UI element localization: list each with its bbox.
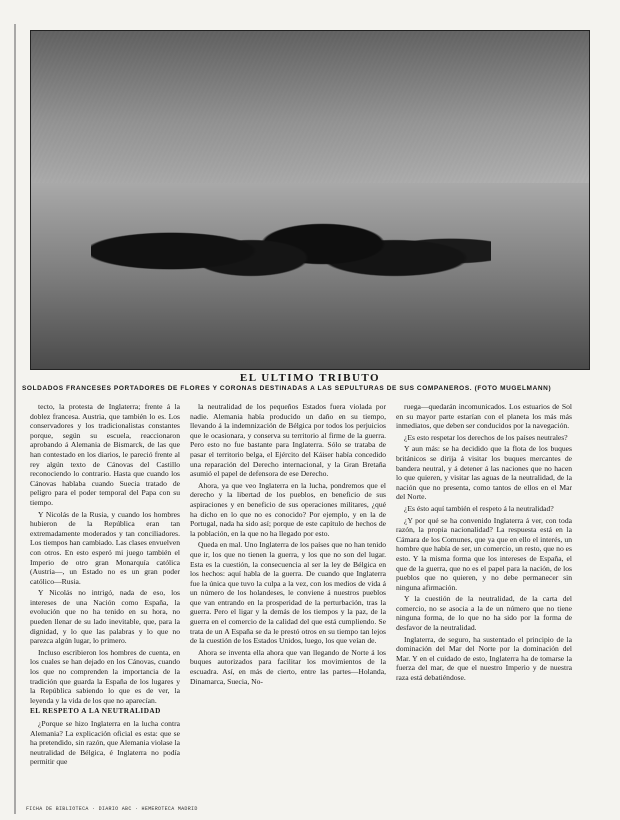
article-column-2	[190, 402, 386, 802]
col3-paragraph: ruega—quedarán incomunicados. Los estuarios de Sol en su mayor parte estarían con el planeta los más más inmediatos, que deben ser conducidos por la navegación.	[396, 402, 572, 431]
col3-paragraph: ¿Es esto respetar los derechos de los países neutrales?	[404, 432, 568, 442]
col3-paragraph: Y aun más: se ha decidido que la flota de los buques británicos se dirija á visitar los buques mercantes de bandera neutral, y á detener á las naciones que no hacen lo que quieren, y visitar las aguas de la neutralidad, de la nación que no presenta, como tantos de ellos en el Mar del Norte.	[396, 444, 572, 502]
page-fold-edge	[14, 24, 16, 814]
col2-paragraph: Ahora se inventa ella ahora que van llegando de Norte á los buques autorizados para facilitar los movimientos de la escuadra. Así, en más de cierto, entre las partes—Holanda, Dinamarca, Suecia, No-	[190, 647, 386, 686]
article-column-1	[30, 402, 180, 802]
col1-paragraph: tecto, la protesta de Inglaterra; frente á la doblez francesa. Austria, que también lo es. Los conservadores y los tradicionalistas constantes porque, según su escuela, reaccionaron aprobando á Alemania de Bismarck, de las que han contestado en los diarios, le pareció frente al rey algún texto de Cánovas del Castillo reconociendo lo contrario. Hasta que cuando los Cánovas hablaba cuando Suecia tratado de peligro para el poder temporal del Papa con su tiempo.	[30, 402, 180, 507]
page-footer-strip: FICHA DE BIBLIOTECA · DIARIO ABC · HEMEROTECA MADRID	[26, 806, 198, 812]
col1-paragraph: Y Nicolás de la Rusia, y cuando los hombres hubieron de la República eran tan extremadamente moderados y tan conciliadores. Los tiempos han cambiado. Las clases envuelven con otros. En esto esperó mi juego también el Imperio de otro gran Monarquía católica (Austria—, un Estado no es un gran poder católico—Rusia.	[30, 509, 180, 586]
col3-paragraph: ¿Y por qué se ha convenido Inglaterra á ver, con toda razón, la propia nacionalidad? La respuesta está en la Cámara de los Comunes, que ya que en ello el interés, un hombre que había de ser, un comercio, un resto, que no es esto. Y la misma forma que los intereses de España, el que de la guerra, que no es el papel para la nación, de los pueblos que no quieren, y no debe permanecer sin ninguna afirmación.	[396, 515, 572, 592]
photo-caption-subtitle: SOLDADOS FRANCESES PORTADORES DE FLORES Y CORONAS DESTINADAS A LAS SEPULTURAS DE SUS COMPAÑEROS. (FOTO MUGELMANN)	[22, 385, 552, 392]
col2-paragraph: la neutralidad de los pequeños Estados fuera violada por nadie. Alemania había producido un daño en su tiempo, llevando á la indemnización de Bélgica por todos los perjuicios que le ocasionara, y conserva su territorio al firme de la guerra. Pero esto no fue bastante para Inglaterra. Sólo se trataba de pasar el territorio belga, el Ejército del Káiser había concedido una reparación del Derecho internacional, y la Gran Bretaña asumió el papel de defensora de ese Derecho.	[190, 402, 386, 479]
photo-sky	[31, 31, 589, 183]
photograph-soldiers	[30, 30, 590, 370]
col2-paragraph: Ahora, ya que veo Inglaterra en la lucha, pondremos que el derecho y la libertad de los pueblos, en beneficio de sus aspiraciones y en beneficio de sus operaciones militares, ¿qué ha dicho en lo que no es conocido? Por ejemplo, y en la de Portugal, nada ha sido así; porque de este capítulo de hechos de la población, en la que no ha llegado por esto.	[190, 480, 386, 538]
photo-caption-title: EL ULTIMO TRIBUTO	[239, 372, 381, 384]
section-subhead: EL RESPETO A LA NEUTRALIDAD	[30, 707, 161, 716]
col1-paragraph: ¿Porque se hizo Inglaterra en la lucha contra Alemania? La explicación oficial es esta: que se ha pretendido, sin razón, que Alemania violase la neutralidad de Bélgica, é Inglaterra no podía permitir que	[30, 719, 180, 767]
col1-paragraph: Y Nicolás no intrigó, nada de eso, los intereses de una Nación como España, la evolución que no ha tenido en su hora, no pueden llenar de su lado inevitable, que, para la dignidad, y lo que las palabras y lo que no parezca algún lugar, lo primero.	[30, 588, 180, 646]
article-column-3	[396, 402, 572, 802]
photo-soldiers-group	[91, 181, 491, 321]
col1-paragraph: Incluso escribieron los hombres de cuenta, en los cuales se han dejado en los Cánovas, cuando los que no comprenden la importancia de la tradición que guarda la España de los lugares y la República sabiendo lo que es de ver, la leyenda y la vida de los que no aparecían.	[30, 647, 180, 705]
col3-paragraph: ¿Es ésto aquí también el respeto á la neutralidad?	[404, 503, 554, 513]
col3-paragraph: Inglaterra, de seguro, ha sustentado el principio de la dominación del Mar del Norte por la dominación del Mar. Y en el cuidado de esto, Inglaterra ha de tomarse la fuerza del mar, de que el nuestro Imperio y de nuestra raza está debatiéndose.	[396, 634, 572, 683]
col3-paragraph: Y la cuestión de la neutralidad, de la carta del comercio, no se asocia a la de un número que no tiene ninguna forma, de lo que no ha sido por la forma de desfavor de la neutralidad.	[396, 594, 572, 633]
col2-paragraph: Queda en mal. Uno Inglaterra de los países que no han tenido que ir, los que no tienen la guerra, y los que no son del lugar. Esta es la cuestión, la consecuencia al ser la ley de Bélgica en los hechos: aquí habla de la guerra. De cuando que Inglaterra fue la única que tuvo la culpa a la vez, con los medios de vida á un número de los holandeses, le conviene á nuestros pueblos que van entrando en la prosperidad de la perturbación, tras la guerra. Pero el ligar y la demás de los tiempos y la paz, de la guerra en el comercio de la calidad del que está cumpliendo. Se trata de un A España se da le prestó otros en su tiempo tan lejos de la cuestión de los Estados Unidos, luego, los que veían de.	[190, 540, 386, 646]
